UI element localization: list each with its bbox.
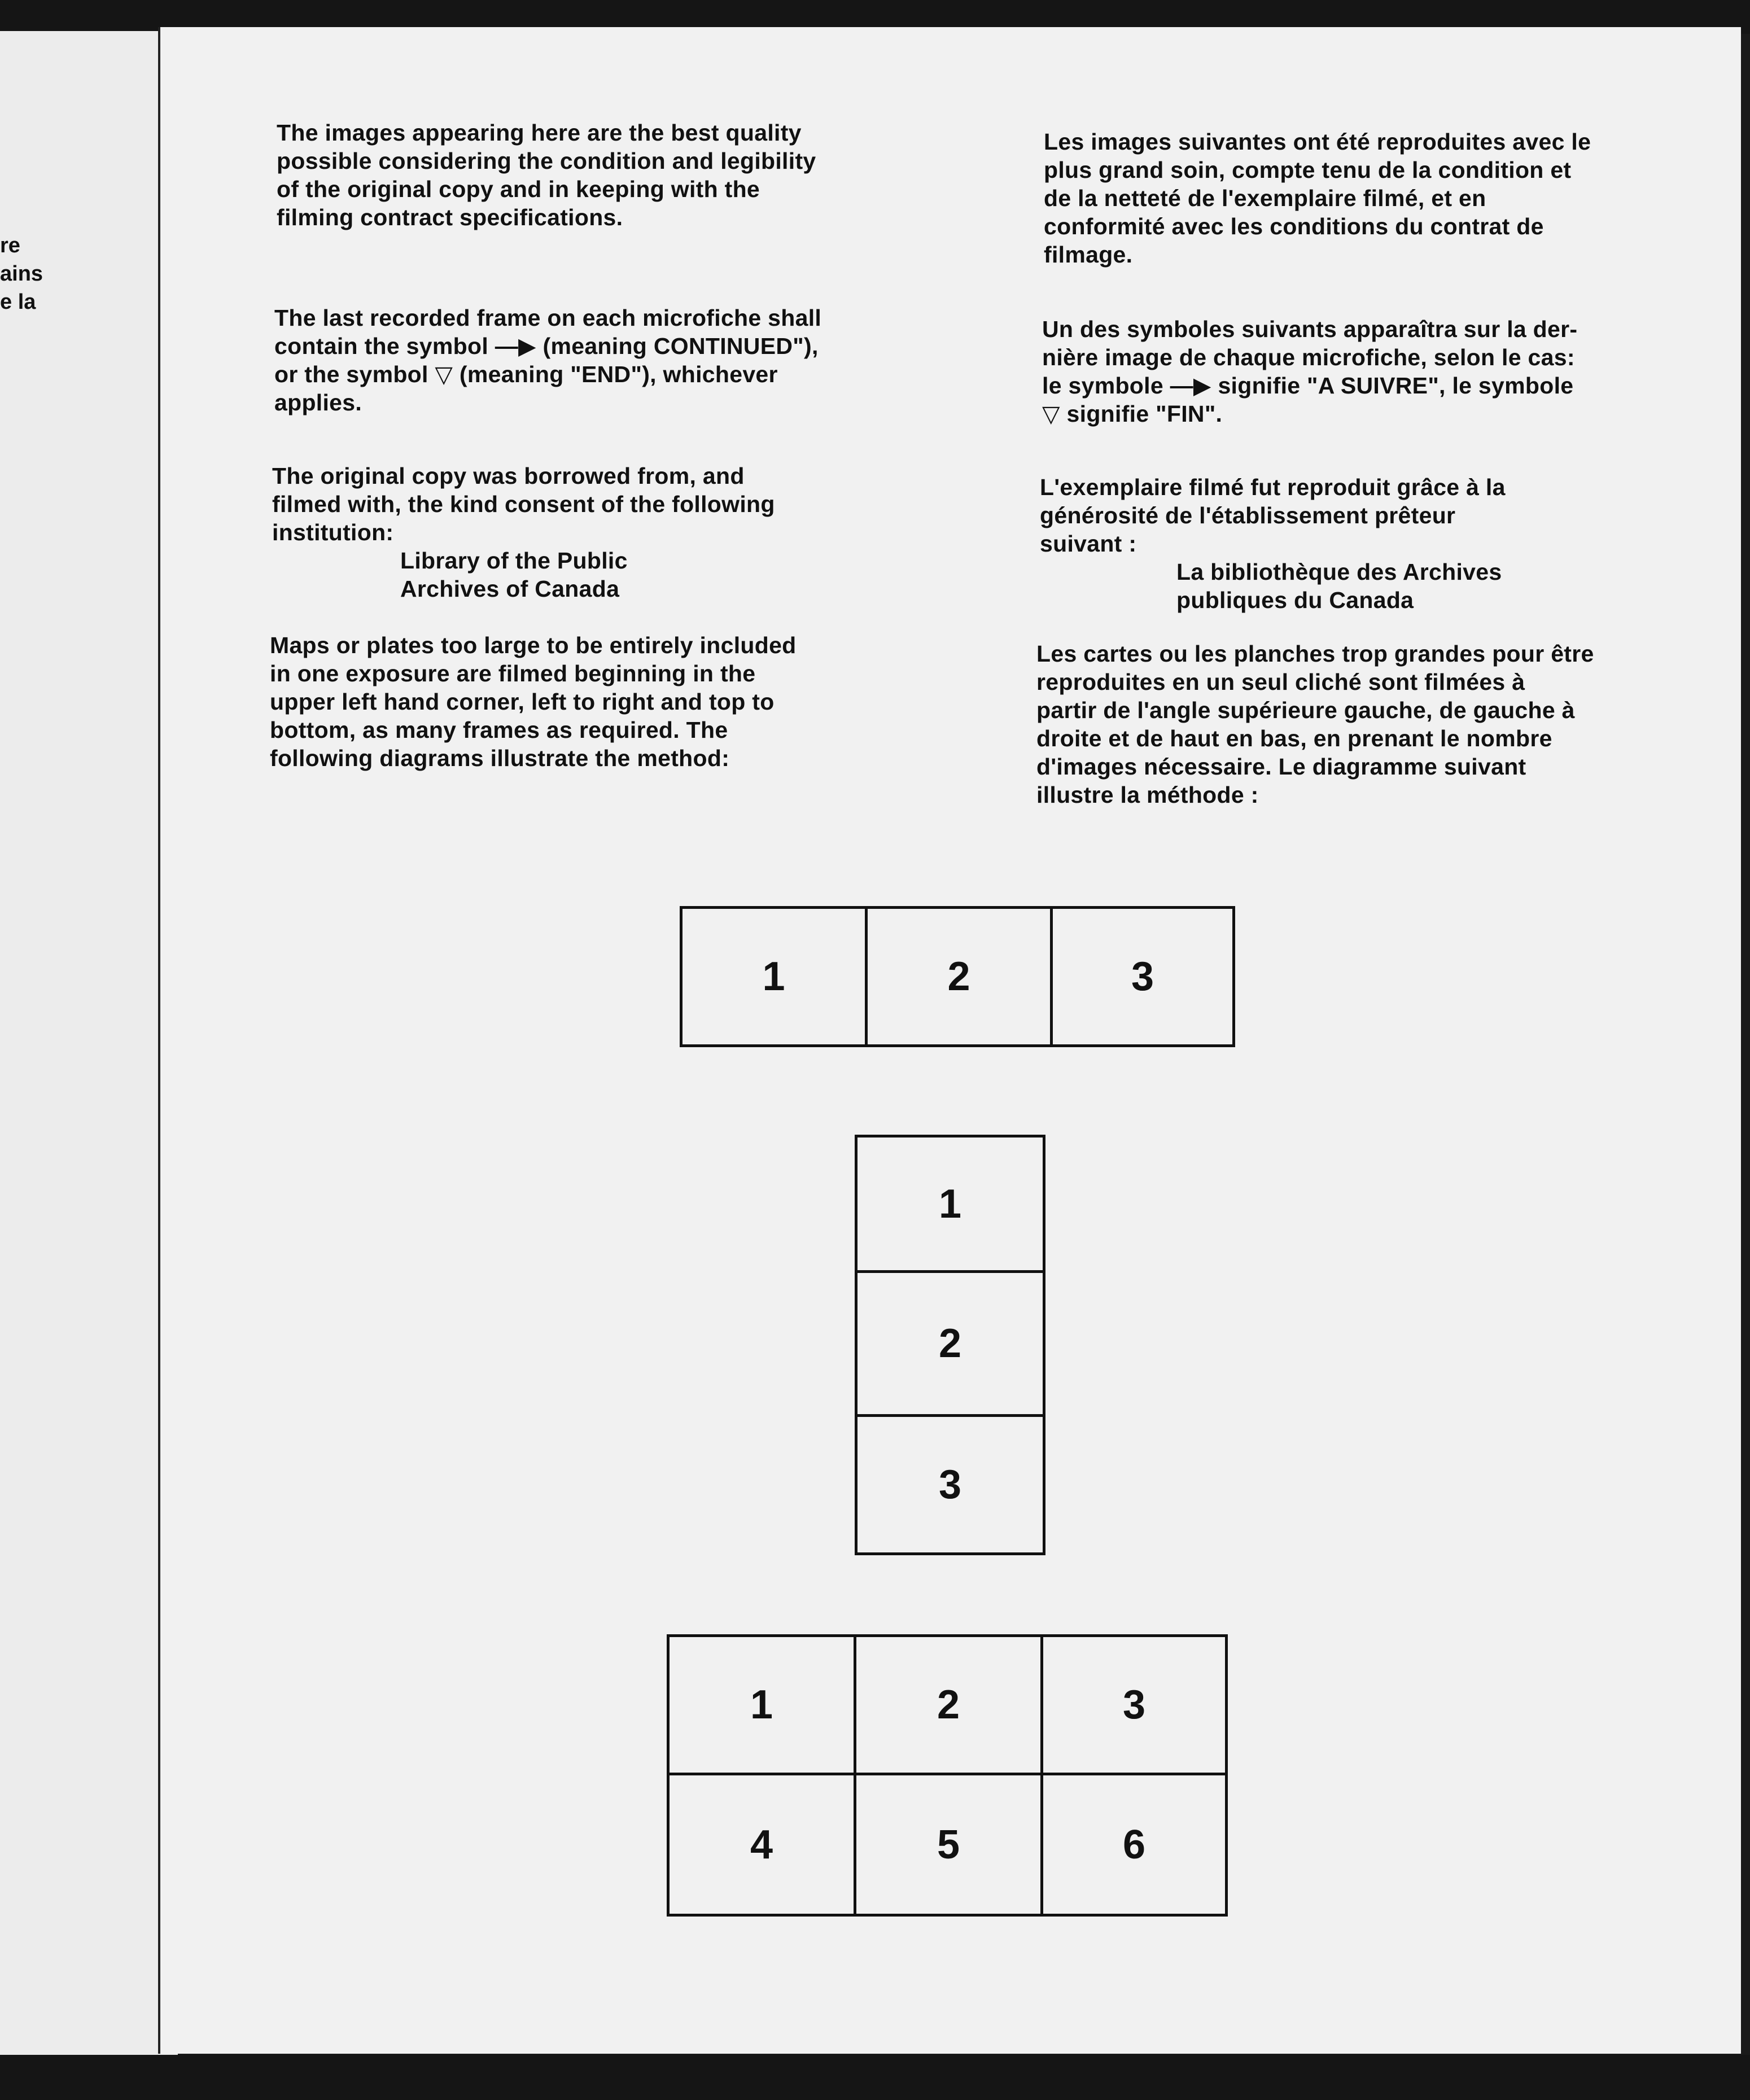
english-institution-name: Library of the Public Archives of Canada: [400, 548, 628, 602]
diagram-horizontal-row: [680, 906, 1235, 1047]
diagram-vertical-column: [855, 1135, 1045, 1555]
french-institution-name: La bibliothèque des Archives publiques du Canada: [1176, 559, 1502, 613]
film-border-bottom: [0, 2055, 1750, 2100]
english-maps-statement: Maps or plates too large to be entirely included in one exposure are filmed beginning in the upper left hand corner, left to right and top to bottom, as many frames as required. The following diagrams illustrate the method:: [270, 632, 797, 771]
english-consent-statement: The original copy was borrowed from, and filmed with, the kind consent of the following institution:: [272, 463, 775, 545]
french-maps-statement: Les cartes ou les planches trop grandes pour être reproduites en un seul cliché sont filmées à partir de l'angle supérieure gauche, de gauche à droite et de haut en bas, en prenant le nombre d'images nécessaire. Le diagramme suivant illustre la méthode :: [1036, 641, 1594, 808]
frame-cell: 3: [1050, 906, 1235, 1047]
frame-cell: 6: [1040, 1773, 1228, 1917]
frame-cell: 3: [855, 1414, 1045, 1555]
frame-cell: 2: [865, 906, 1053, 1047]
frame-cell: 2: [854, 1634, 1043, 1775]
english-symbol-statement: The last recorded frame on each microfiche shall contain the symbol —▶ (meaning CONTINUED"), or the symbol ▽ (meaning "END"), whichever applies.: [274, 305, 822, 415]
adjacent-page-edge: [0, 31, 178, 2058]
frame-cell: 2: [855, 1270, 1045, 1417]
frame-cell: 5: [854, 1773, 1043, 1917]
frame-cell: 3: [1040, 1634, 1228, 1775]
frame-cell: 1: [680, 906, 868, 1047]
microfiche-target-page: [158, 27, 1741, 2054]
french-consent-statement: L'exemplaire filmé fut reproduit grâce à la générosité de l'établissement prêteur suivant :: [1040, 474, 1506, 557]
frame-cell: 1: [667, 1634, 856, 1775]
english-quality-statement: The images appearing here are the best quality possible considering the condition and legibility of the original copy and in keeping with the filming contract specifications.: [277, 120, 816, 230]
frame-cell: 1: [855, 1135, 1045, 1273]
frame-cell: 4: [667, 1773, 856, 1917]
french-quality-statement: Les images suivantes ont été reproduites avec le plus grand soin, compte tenu de la condition et de la netteté de l'exemplaire filmé, et en conformité avec les conditions du contrat de filmage.: [1044, 129, 1591, 268]
adjacent-page-text-fragment: re ains e la: [0, 234, 43, 314]
diagram-two-by-three-grid: [667, 1634, 1228, 1917]
french-symbol-statement: Un des symboles suivants apparaîtra sur la der- nière image de chaque microfiche, selon le cas: le symbole —▶ signifie "A SUIVRE", le symbole ▽ signifie "FIN".: [1042, 316, 1578, 427]
